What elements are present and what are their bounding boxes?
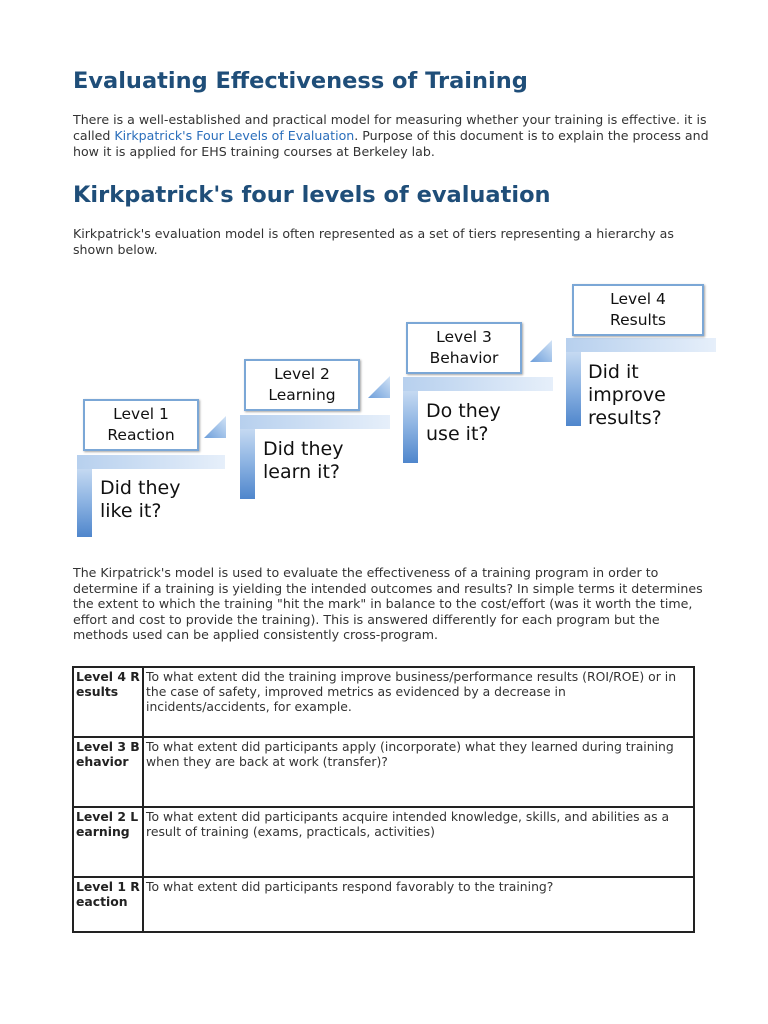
level-1-label: Level 1 bbox=[113, 405, 169, 423]
table-cell-level: Level 1 Reaction bbox=[73, 877, 143, 932]
table-cell-level: Level 4 Results bbox=[73, 667, 143, 737]
level-2-question-line1: Did they bbox=[263, 438, 344, 460]
level-4-question-line2: improve bbox=[588, 384, 666, 406]
table-cell-description: To what extent did participants apply (incorporate) what they learned during training when they are back at work (transfer)? bbox=[143, 737, 694, 807]
table-cell-description: To what extent did the training improve business/performance results (ROI/ROE) or in the case of safety, improved metrics as evidenced by a decrease in incidents/accidents, for example. bbox=[143, 667, 694, 737]
level-3-question bbox=[426, 400, 501, 446]
table-cell-level: Level 2 Learning bbox=[73, 807, 143, 877]
levels-table bbox=[72, 666, 695, 933]
level-3-question-line2: use it? bbox=[426, 423, 489, 445]
kirkpatrick-link[interactable]: Kirkpatrick's Four Levels of Evaluation bbox=[114, 128, 355, 143]
level-2-box bbox=[244, 359, 360, 411]
level-1-box bbox=[83, 399, 199, 451]
table-row bbox=[73, 807, 694, 877]
table-cell-description: To what extent did participants acquire intended knowledge, skills, and abilities as a result of training (exams, practicals, activities) bbox=[143, 807, 694, 877]
level-3-box bbox=[406, 322, 522, 374]
intro-text-before: There is a well-established and practical model for measuring whether your training is effective. it is called bbox=[73, 112, 707, 143]
level-1-question-line1: Did they bbox=[100, 477, 181, 499]
model-intro-paragraph: Kirkpatrick's evaluation model is often represented as a set of tiers representing a hierarchy as shown below. bbox=[73, 226, 674, 257]
table-row bbox=[73, 877, 694, 932]
table-row bbox=[73, 737, 694, 807]
level-4-label: Level 4 bbox=[610, 290, 666, 308]
level-1-name: Reaction bbox=[107, 426, 175, 444]
level-4-box bbox=[572, 284, 704, 336]
level-1-question-line2: like it? bbox=[100, 500, 162, 522]
section-heading: Kirkpatrick's four levels of evaluation bbox=[73, 182, 551, 208]
level-4-question-line3: results? bbox=[588, 407, 662, 429]
level-4-question bbox=[588, 361, 666, 430]
level-4-name: Results bbox=[610, 311, 666, 329]
level-2-question bbox=[263, 438, 343, 484]
table-row bbox=[73, 667, 694, 737]
level-1-question bbox=[100, 477, 180, 523]
level-4-question-line1: Did it bbox=[588, 361, 639, 383]
level-3-question-line1: Do they bbox=[426, 400, 501, 422]
model-description-paragraph: The Kirpatrick's model is used to evaluate the effectiveness of a training program in order to determine if a training is yielding the intended outcomes and results? In simple terms it determines the extent to which the training "hit the mark" in balance to the cost/effort (was it worth the time, effort and cost to provide the training). This is answered differently for each program but the methods used can be applied consistently cross-program. bbox=[73, 565, 703, 642]
intro-text-after: . Purpose of this document is to explain the process and how it is applied for EHS training courses at Berkeley lab. bbox=[73, 128, 709, 159]
level-3-label: Level 3 bbox=[436, 328, 492, 346]
page-title: Evaluating Effectiveness of Training bbox=[73, 68, 528, 94]
table-cell-description: To what extent did participants respond favorably to the training? bbox=[143, 877, 694, 932]
level-2-name: Learning bbox=[268, 386, 336, 404]
table-cell-level: Level 3 Behavior bbox=[73, 737, 143, 807]
level-2-label: Level 2 bbox=[274, 365, 330, 383]
level-2-question-line2: learn it? bbox=[263, 461, 340, 483]
level-3-name: Behavior bbox=[429, 349, 499, 367]
